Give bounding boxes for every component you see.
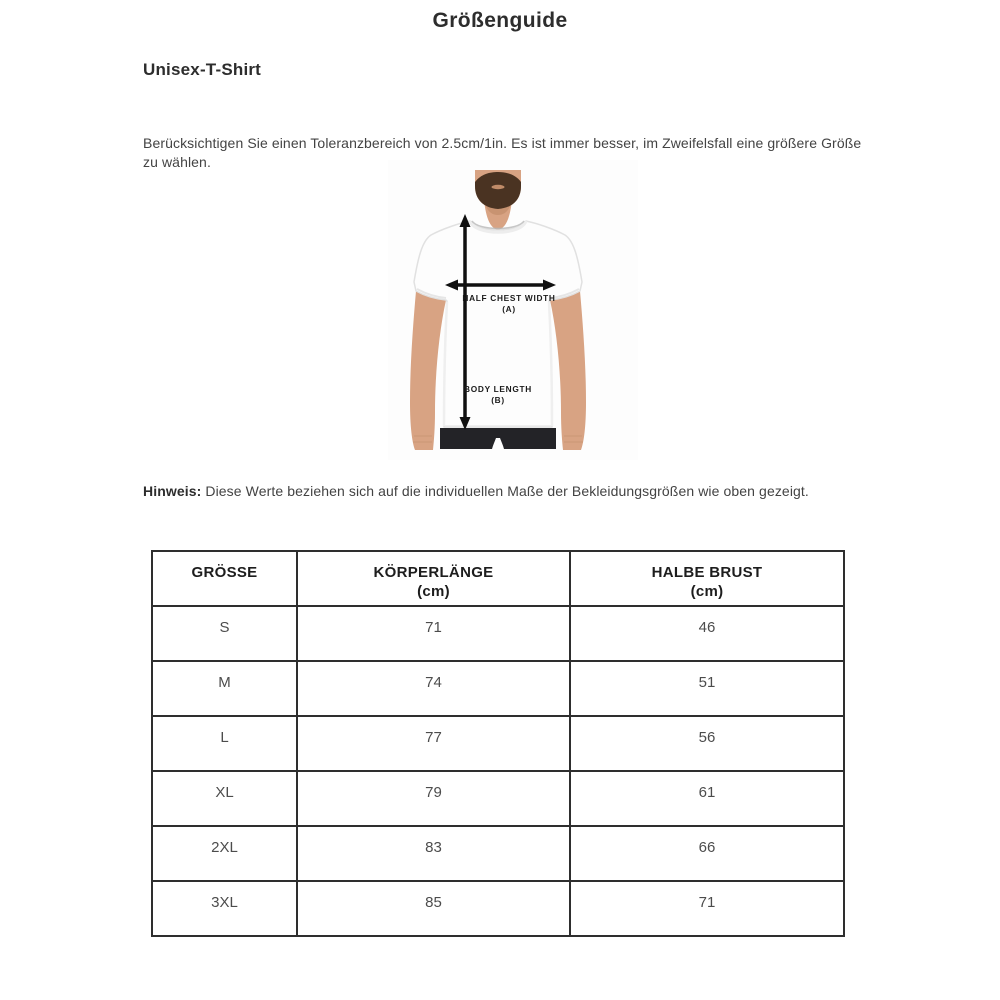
hint-note <box>143 482 923 500</box>
body-length-label: BODY LENGTH <box>464 384 532 394</box>
body-length-key: (B) <box>491 395 505 405</box>
table-row <box>152 661 844 716</box>
col-header-length-unit: (cm) <box>417 583 450 600</box>
chest-cell: 56 <box>570 716 844 771</box>
table-row <box>152 881 844 936</box>
table-row <box>152 606 844 661</box>
length-cell: 83 <box>297 826 570 881</box>
table-row <box>152 771 844 826</box>
table-row <box>152 716 844 771</box>
col-header-chest-title: HALBE BRUST <box>651 564 763 581</box>
tshirt-measurement-figure <box>388 160 638 460</box>
hint-text: Diese Werte beziehen sich auf die individuellen Maße der Bekleidungsgrößen wie oben gezeigt. <box>205 483 809 499</box>
chest-cell: 71 <box>570 881 844 936</box>
hint-label: Hinweis: <box>143 483 202 499</box>
length-cell: 71 <box>297 606 570 661</box>
table-row <box>152 826 844 881</box>
page-title: Größenguide <box>432 9 568 32</box>
chest-cell: 66 <box>570 826 844 881</box>
length-cell: 74 <box>297 661 570 716</box>
size-table <box>151 550 845 937</box>
length-cell: 77 <box>297 716 570 771</box>
col-header-chest <box>570 551 844 606</box>
chest-width-key: (A) <box>502 304 516 314</box>
chest-cell: 61 <box>570 771 844 826</box>
length-cell: 79 <box>297 771 570 826</box>
size-cell: 3XL <box>152 881 297 936</box>
tshirt-measurement-image <box>388 160 638 460</box>
chest-cell: 51 <box>570 661 844 716</box>
size-cell: L <box>152 716 297 771</box>
size-cell: S <box>152 606 297 661</box>
size-cell: XL <box>152 771 297 826</box>
tolerance-note: Berücksichtigen Sie einen Toleranzbereich von 2.5cm/1in. Es ist immer besser, im Zweifelsfall eine größere Größe zu wählen. <box>143 135 862 170</box>
col-header-chest-unit: (cm) <box>690 583 724 600</box>
col-header-length-title: KÖRPERLÄNGE <box>373 564 494 581</box>
table-header-row <box>152 551 844 606</box>
col-header-size: GRÖSSE <box>152 551 297 606</box>
length-cell: 85 <box>297 881 570 936</box>
size-cell: M <box>152 661 297 716</box>
size-cell: 2XL <box>152 826 297 881</box>
col-header-length <box>297 551 570 606</box>
chest-width-label: HALF CHEST WIDTH <box>462 293 556 303</box>
chest-cell: 46 <box>570 606 844 661</box>
product-heading: Unisex-T-Shirt <box>143 60 262 79</box>
